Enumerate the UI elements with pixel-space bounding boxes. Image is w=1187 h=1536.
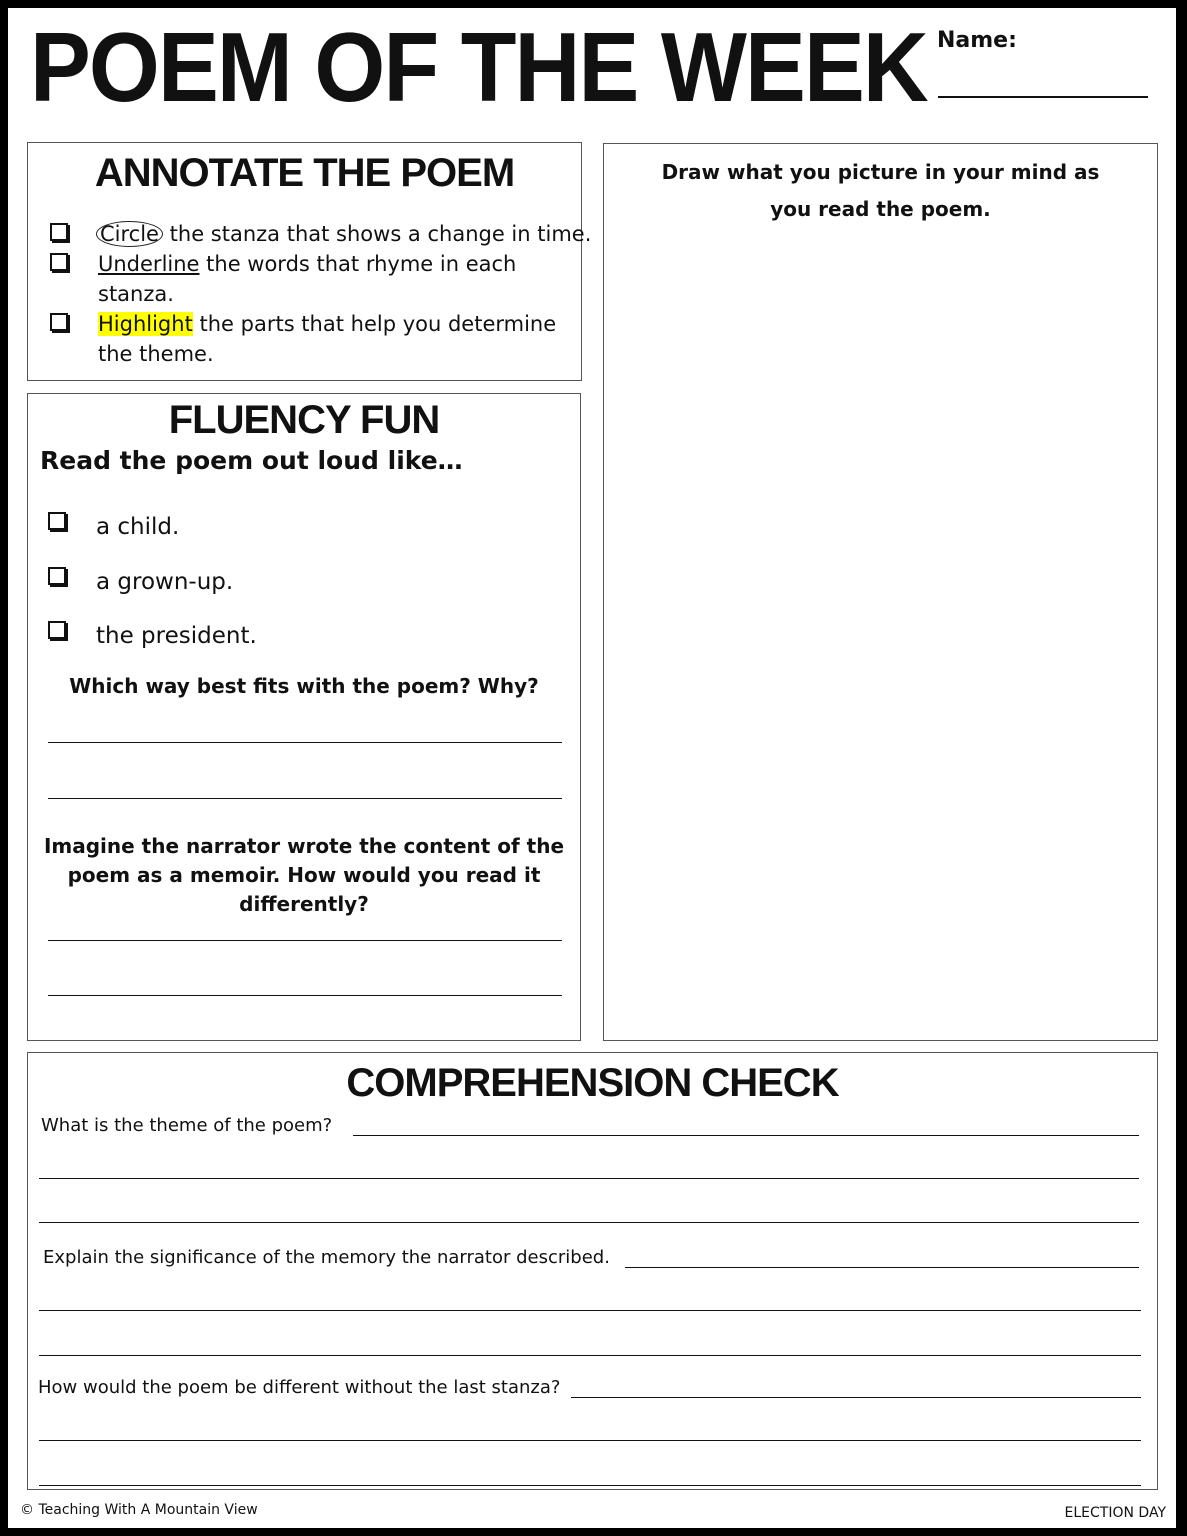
underline-keyword: Underline [98, 252, 200, 276]
answer-line[interactable] [39, 1440, 1141, 1441]
copyright: © Teaching With A Mountain View [20, 1502, 258, 1518]
answer-line[interactable] [353, 1135, 1139, 1136]
fluency-question-1: Which way best fits with the poem? Why? [69, 674, 539, 698]
topic-label: ELECTION DAY [1064, 1505, 1166, 1521]
highlight-keyword: Highlight [98, 312, 193, 336]
name-label: Name: [937, 28, 1017, 53]
checkbox-highlight[interactable] [50, 313, 68, 331]
checkbox-child[interactable] [48, 512, 66, 530]
question-memory: Explain the significance of the memory the narrator described. [43, 1247, 610, 1268]
drawing-area[interactable] [603, 143, 1158, 1041]
item-text: the stanza that shows a change in time. [162, 222, 592, 246]
answer-line[interactable] [39, 1310, 1141, 1311]
checkbox-grown-up[interactable] [48, 567, 66, 585]
fluency-section [27, 393, 581, 1041]
circle-keyword: Circle [96, 221, 163, 247]
answer-line[interactable] [39, 1485, 1141, 1486]
annotate-item-highlight [98, 309, 558, 369]
question-theme: What is the theme of the poem? [41, 1115, 333, 1136]
option-grown-up: a grown-up. [96, 569, 234, 595]
annotate-item-circle [96, 219, 591, 249]
answer-line[interactable] [39, 1222, 1139, 1223]
annotate-item-underline [98, 249, 528, 309]
item-text: the words that rhyme in each stanza. [98, 252, 517, 306]
fluency-title: FLUENCY FUN [168, 398, 440, 442]
answer-line[interactable] [39, 1355, 1141, 1356]
option-child: a child. [96, 514, 180, 540]
checkbox-circle[interactable] [50, 223, 68, 241]
checkbox-president[interactable] [48, 621, 66, 639]
name-field[interactable] [938, 96, 1148, 98]
answer-line[interactable] [48, 798, 562, 799]
comprehension-section [27, 1052, 1158, 1490]
checkbox-underline[interactable] [50, 253, 68, 271]
fluency-intro: Read the poem out loud like… [40, 446, 463, 475]
answer-line[interactable] [48, 995, 562, 996]
answer-line[interactable] [39, 1178, 1139, 1179]
annotate-title: ANNOTATE THE POEM [94, 151, 515, 195]
draw-prompt: Draw what you picture in your mind as you read the poem. [661, 160, 1100, 221]
annotate-section [27, 142, 592, 381]
answer-line[interactable] [625, 1267, 1139, 1268]
comprehension-title: COMPREHENSION CHECK [346, 1061, 839, 1105]
option-president: the president. [96, 623, 257, 649]
answer-line[interactable] [48, 742, 562, 743]
fluency-question-2: Imagine the narrator wrote the content of the poem as a memoir. How would you read it differently? [43, 834, 565, 916]
question-last-stanza: How would the poem be different without the last stanza? [38, 1377, 561, 1398]
answer-line[interactable] [571, 1397, 1141, 1398]
answer-line[interactable] [48, 940, 562, 941]
page-title: POEM OF THE WEEK [30, 12, 927, 122]
item-text: the parts that help you determine the theme. [98, 312, 557, 366]
